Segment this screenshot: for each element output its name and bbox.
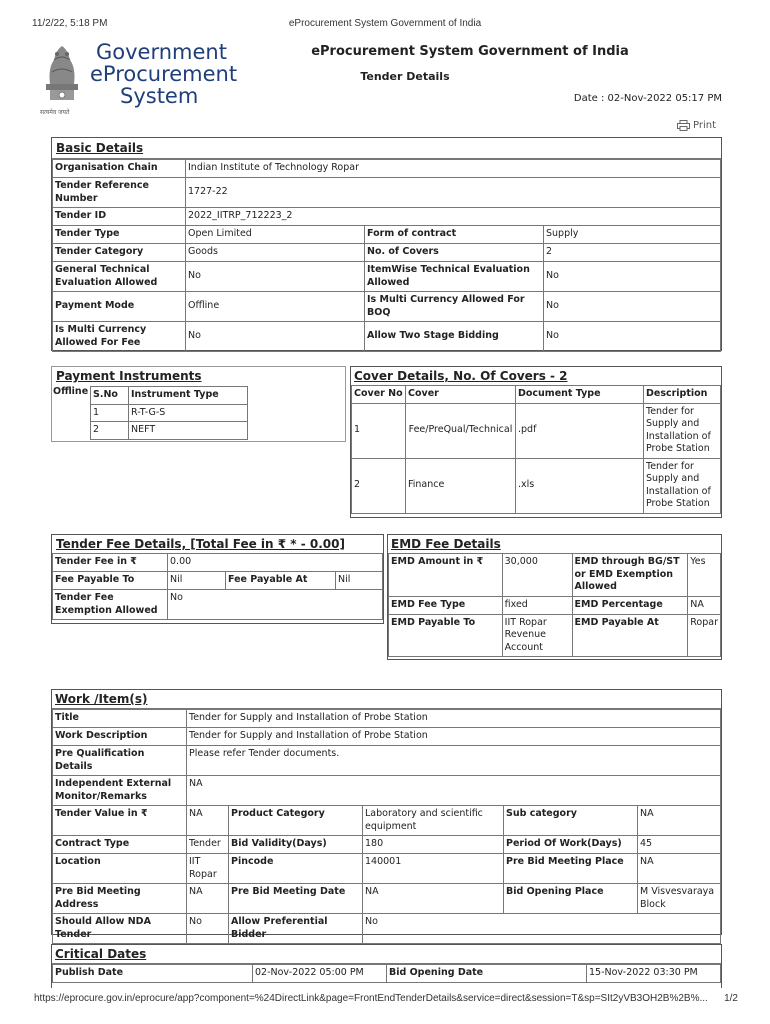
critical-dates-section — [51, 944, 722, 988]
value: 45 — [638, 836, 721, 854]
logo-line-eprocurement: eProcurement — [90, 62, 238, 86]
label: Tender Fee Exemption Allowed — [53, 590, 168, 620]
value: No — [363, 914, 721, 944]
label: EMD Fee Type — [389, 596, 503, 614]
column-header: Description — [644, 386, 721, 404]
section-title: Cover Details, No. Of Covers - 2 — [354, 369, 568, 383]
label: Publish Date — [53, 965, 253, 983]
value: 180 — [363, 836, 504, 854]
print-page-number: 1/2 — [724, 993, 738, 1004]
label: EMD Payable To — [389, 614, 503, 657]
basic-details-section — [51, 137, 722, 351]
value: Offline — [186, 292, 365, 322]
section-title: Basic Details — [52, 138, 721, 159]
section-title: Critical Dates — [52, 945, 721, 964]
value: Tender for Supply and Installation of Probe Station — [187, 728, 721, 746]
label: Pre Bid Meeting Date — [229, 884, 363, 914]
value: Ropar — [688, 614, 721, 657]
column-header: Cover — [406, 386, 516, 404]
print-button[interactable] — [677, 120, 716, 131]
table-row — [91, 422, 248, 440]
label: Pre Bid Meeting Place — [504, 854, 638, 884]
label: Pincode — [229, 854, 363, 884]
label: Tender Reference Number — [53, 178, 186, 208]
cell: Finance — [406, 458, 516, 513]
value: Tender — [187, 836, 229, 854]
value: fixed — [502, 596, 572, 614]
motto: सत्यमेव जयते — [40, 109, 70, 116]
label: Is Multi Currency Allowed For BOQ — [365, 292, 544, 322]
table-row — [352, 403, 721, 458]
value: IIT Ropar Revenue Account — [502, 614, 572, 657]
instrument-table — [90, 386, 248, 440]
cell: 1 — [91, 404, 129, 422]
cell: 1 — [352, 403, 406, 458]
page-title: eProcurement System Government of India — [311, 44, 629, 59]
section-title: Payment Instruments — [56, 369, 202, 383]
logo-line-system: System — [120, 84, 199, 108]
label: Pre Bid Meeting Address — [53, 884, 187, 914]
label: Bid Opening Place — [504, 884, 638, 914]
value: No — [168, 590, 383, 620]
label: ItemWise Technical Evaluation Allowed — [365, 262, 544, 292]
value: No — [186, 322, 365, 352]
payment-mode: Offline — [53, 386, 89, 397]
label: Contract Type — [53, 836, 187, 854]
value: Please refer Tender documents. — [187, 746, 721, 776]
emd-fee-section — [387, 534, 722, 660]
print-label: Print — [692, 120, 716, 131]
cell: Tender for Supply and Installation of Probe Station — [644, 458, 721, 513]
label: Organisation Chain — [53, 160, 186, 178]
critical-dates-table — [52, 964, 721, 983]
label: Payment Mode — [53, 292, 186, 322]
value: M Visvesvaraya Block — [638, 884, 721, 914]
label: Title — [53, 710, 187, 728]
column-header: Document Type — [516, 386, 644, 404]
value: Supply — [544, 226, 721, 244]
label: No. of Covers — [365, 244, 544, 262]
value: IIT Ropar — [187, 854, 229, 884]
value: NA — [638, 806, 721, 836]
label: Bid Validity(Days) — [229, 836, 363, 854]
value: No — [544, 322, 721, 352]
value: Nil — [168, 572, 226, 590]
section-title: Work /Item(s) — [52, 690, 721, 709]
label: Independent External Monitor/Remarks — [53, 776, 187, 806]
tender-fee-table — [52, 553, 383, 620]
emd-fee-table — [388, 553, 721, 657]
value: Yes — [688, 554, 721, 597]
value: 140001 — [363, 854, 504, 884]
print-page-title: eProcurement System Government of India — [288, 18, 482, 29]
printer-icon — [677, 120, 690, 131]
logo-line-government: Government — [96, 40, 227, 64]
label: Fee Payable At — [226, 572, 336, 590]
value: 2022_IITRP_712223_2 — [186, 208, 721, 226]
cell: 2 — [91, 422, 129, 440]
cell: 2 — [352, 458, 406, 513]
value: 2 — [544, 244, 721, 262]
label: Work Description — [53, 728, 187, 746]
value: No — [187, 914, 229, 944]
value: 15-Nov-2022 03:30 PM — [587, 965, 721, 983]
label: Bid Opening Date — [387, 965, 587, 983]
column-header: S.No — [91, 387, 129, 405]
cell: .xls — [516, 458, 644, 513]
label: EMD through BG/ST or EMD Exemption Allowed — [572, 554, 688, 597]
value: Laboratory and scientific equipment — [363, 806, 504, 836]
value: Open Limited — [186, 226, 365, 244]
table-row — [352, 458, 721, 513]
work-items-section — [51, 689, 722, 940]
label: Tender ID — [53, 208, 186, 226]
value: NA — [363, 884, 504, 914]
cover-details-section — [350, 366, 722, 518]
value: Tender for Supply and Installation of Probe Station — [187, 710, 721, 728]
value: 30,000 — [502, 554, 572, 597]
label: Sub category — [504, 806, 638, 836]
label: EMD Percentage — [572, 596, 688, 614]
value: Goods — [186, 244, 365, 262]
label: Allow Two Stage Bidding — [365, 322, 544, 352]
value: Nil — [336, 572, 383, 590]
cell: R-T-G-S — [129, 404, 248, 422]
gepnic-logo — [40, 40, 238, 118]
value: 02-Nov-2022 05:00 PM — [253, 965, 387, 983]
label: Product Category — [229, 806, 363, 836]
value: NA — [688, 596, 721, 614]
label: EMD Amount in ₹ — [389, 554, 503, 597]
work-items-table — [52, 709, 721, 944]
value: NA — [638, 854, 721, 884]
value: NA — [187, 806, 229, 836]
payment-instruments-section — [51, 366, 346, 442]
label: General Technical Evaluation Allowed — [53, 262, 186, 292]
table-row — [91, 404, 248, 422]
label: Fee Payable To — [53, 572, 168, 590]
value: NA — [187, 776, 721, 806]
label: Pre Qualification Details — [53, 746, 187, 776]
label: Location — [53, 854, 187, 884]
label: Allow Preferential Bidder — [229, 914, 363, 944]
value: 1727-22 — [186, 178, 721, 208]
cell: Fee/PreQual/Technical — [406, 403, 516, 458]
cover-table — [351, 385, 721, 514]
print-footer-url: https://eprocure.gov.in/eprocure/app?component=%24DirectLink&page=FrontEndTenderDetails&service=direct&session=T&sp=SIt2yVB3OH2B%2B%... — [34, 993, 708, 1004]
label: Tender Value in ₹ — [53, 806, 187, 836]
label: EMD Payable At — [572, 614, 688, 657]
cell: NEFT — [129, 422, 248, 440]
cell: .pdf — [516, 403, 644, 458]
label: Is Multi Currency Allowed For Fee — [53, 322, 186, 352]
label: Period Of Work(Days) — [504, 836, 638, 854]
value: Indian Institute of Technology Ropar — [186, 160, 721, 178]
label: Form of contract — [365, 226, 544, 244]
tender-fee-section — [51, 534, 384, 624]
value: NA — [187, 884, 229, 914]
value: 0.00 — [168, 554, 383, 572]
print-timestamp: 11/2/22, 5:18 PM — [32, 18, 108, 29]
value: No — [544, 292, 721, 322]
cell: Tender for Supply and Installation of Probe Station — [644, 403, 721, 458]
label: Tender Category — [53, 244, 186, 262]
page-subtitle: Tender Details — [360, 70, 450, 83]
column-header: Instrument Type — [129, 387, 248, 405]
national-emblem-icon — [40, 40, 84, 112]
column-header: Cover No — [352, 386, 406, 404]
label: Should Allow NDA Tender — [53, 914, 187, 944]
section-title: Tender Fee Details, [Total Fee in ₹ * - 0.00] — [56, 537, 345, 551]
label: Tender Type — [53, 226, 186, 244]
section-title: EMD Fee Details — [391, 537, 501, 551]
label: Tender Fee in ₹ — [53, 554, 168, 572]
value: No — [544, 262, 721, 292]
page-date: Date : 02-Nov-2022 05:17 PM — [573, 93, 722, 104]
value: No — [186, 262, 365, 292]
basic-details-table — [52, 159, 721, 352]
